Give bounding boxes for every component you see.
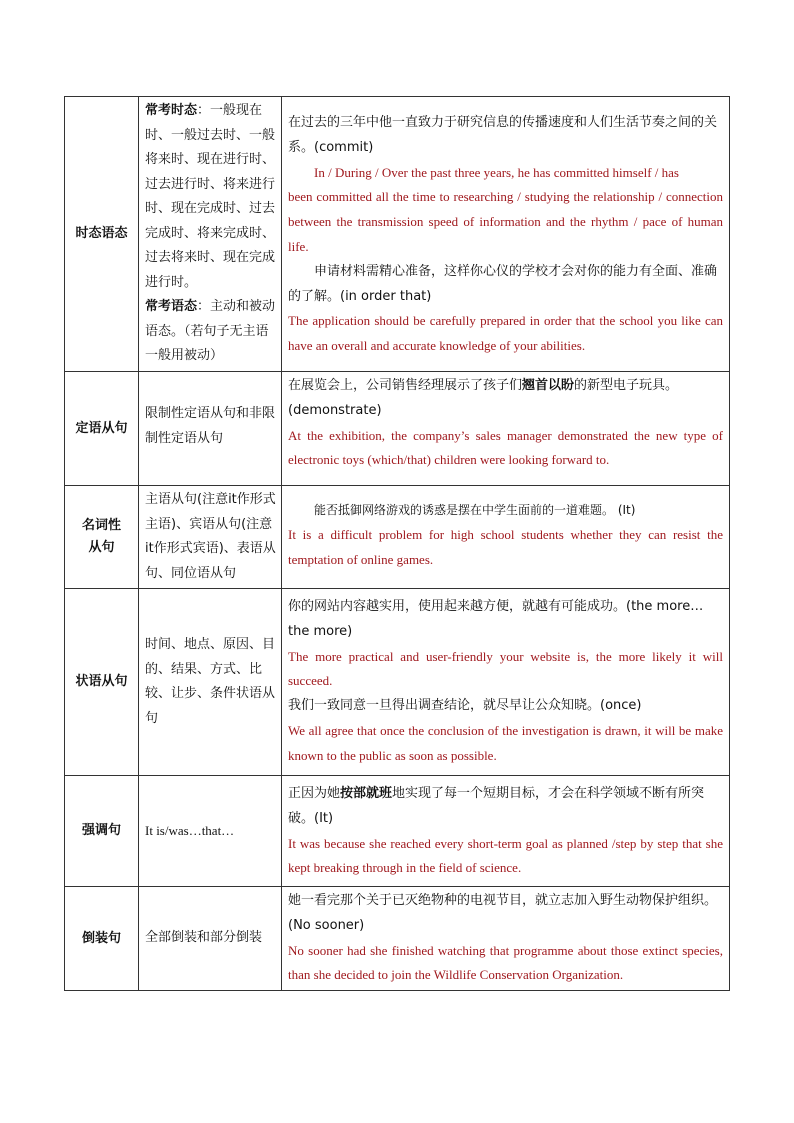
description-text: 限制性定语从句和非限制性定语从句 xyxy=(145,406,276,446)
description-cell xyxy=(139,887,282,991)
example-cell xyxy=(282,486,730,589)
description-cell xyxy=(139,589,282,776)
voice-description xyxy=(145,295,277,369)
table-row xyxy=(65,589,730,776)
category-cell xyxy=(65,372,139,486)
example-english: The more practical and user-friendly your website is, the more likely it will succeed. xyxy=(288,648,723,689)
category-cell xyxy=(65,486,139,589)
example-cell xyxy=(282,776,730,887)
tense-description xyxy=(145,99,277,295)
grammar-table xyxy=(64,96,730,991)
description-text: 主语从句(注意it作形式主语)、宾语从句(注意it作形式宾语)、表语从句、同位语从句 xyxy=(145,492,276,581)
example-chinese xyxy=(288,374,723,424)
example-chinese: 能否抵御网络游戏的诱惑是摆在中学生面前的一道难题。 (It) xyxy=(314,503,636,517)
description-text: 全部倒装和部分倒装 xyxy=(145,930,263,946)
table-row xyxy=(65,372,730,486)
table-row xyxy=(65,486,730,589)
example-english: We all agree that once the conclusion of the investigation is drawn, it will be make known to the public as soon as possible. xyxy=(288,722,723,763)
example-cell xyxy=(282,372,730,486)
category-cell xyxy=(65,887,139,991)
example-chinese: 我们一致同意一旦得出调查结论，就尽早让公众知晓。(once) xyxy=(288,698,642,714)
category-cell xyxy=(65,97,139,372)
description-cell xyxy=(139,97,282,372)
text-part: 在展览会上，公司销售经理展示了孩子们 xyxy=(288,378,523,393)
category-label: 时态语态 xyxy=(75,226,128,241)
example-chinese: 她一看完那个关于已灭绝物种的电视节目，就立志加入野生动物保护组织。(No sooner) xyxy=(288,893,718,933)
description-text: ：一般现在时、一般过去时、一般将来时、现在进行时、过去进行时、将来进行时、现在完成时、过去完成时、将来完成时、过去将来时、现在完成进行时。 xyxy=(145,103,276,290)
text-part: 地实现了每一个短期目标，才会在科学领域不断有所突破。(It) xyxy=(288,786,705,826)
description-text: 时间、地点、原因、目的、结果、方式、比较、让步、条件状语从句 xyxy=(145,637,276,726)
category-label: 从句 xyxy=(88,540,115,555)
example-english: In / During / Over the past three years, he has committed himself / has xyxy=(314,164,679,180)
example-english: At the exhibition, the company’s sales manager demonstrated the new type of electronic toys (which/that) children were looking forward to. xyxy=(288,427,723,468)
text-part: 正因为她 xyxy=(288,786,341,801)
example-english: No sooner had she finished watching that programme about those extinct species, than she decided to join the Wildlife Conservation Organization. xyxy=(288,942,723,983)
example-chinese: 你的网站内容越实用，使用起来越方便，就越有可能成功。(the more…the more) xyxy=(288,599,704,639)
bold-label: 常考语态 xyxy=(145,299,198,314)
description-cell xyxy=(139,776,282,887)
bold-phrase: 按部就班 xyxy=(340,786,393,801)
description-cell xyxy=(139,486,282,589)
table-row xyxy=(65,776,730,887)
example-cell xyxy=(282,589,730,776)
text-part: 的新型电子玩具。(demonstrate) xyxy=(288,378,679,418)
description-text: It is/was…that… xyxy=(145,822,235,838)
bold-label: 常考时态 xyxy=(145,103,198,118)
bold-phrase: 翘首以盼 xyxy=(522,378,575,393)
example-cell xyxy=(282,887,730,991)
category-label: 名词性 xyxy=(81,518,121,533)
category-label: 定语从句 xyxy=(75,420,128,436)
example-english: The application should be carefully prepared in order that the school you like can have an overall and accurate knowledge of your abilities. xyxy=(288,313,723,354)
category-cell xyxy=(65,589,139,776)
example-chinese: 在过去的三年中他一直致力于研究信息的传播速度和人们生活节奏之间的关系。(commit) xyxy=(288,115,718,155)
table-row xyxy=(65,887,730,991)
table-row xyxy=(65,97,730,372)
example-cell xyxy=(282,97,730,372)
example-english: It was because she reached every short-term goal as planned /step by step that she kept breaking through in the field of science. xyxy=(288,835,723,876)
description-cell xyxy=(139,372,282,486)
example-chinese: 申请材料需精心准备，这样你心仪的学校才会对你的能力有全面、准确的了解。(in order that) xyxy=(288,263,718,304)
example-chinese xyxy=(288,782,723,832)
category-label: 强调句 xyxy=(81,823,121,838)
category-label: 状语从句 xyxy=(75,674,128,689)
example-english: been committed all the time to researching / studying the relationship / connection between the transmission speed of information and the rhythm / pace of human life. xyxy=(288,189,723,254)
description-text: ：主动和被动语态。（若句子无主语一般用被动） xyxy=(145,299,276,363)
category-label: 倒装句 xyxy=(81,930,121,946)
example-english: It is a difficult problem for high school students whether they can resist the temptation of online games. xyxy=(288,526,723,567)
category-cell xyxy=(65,776,139,887)
